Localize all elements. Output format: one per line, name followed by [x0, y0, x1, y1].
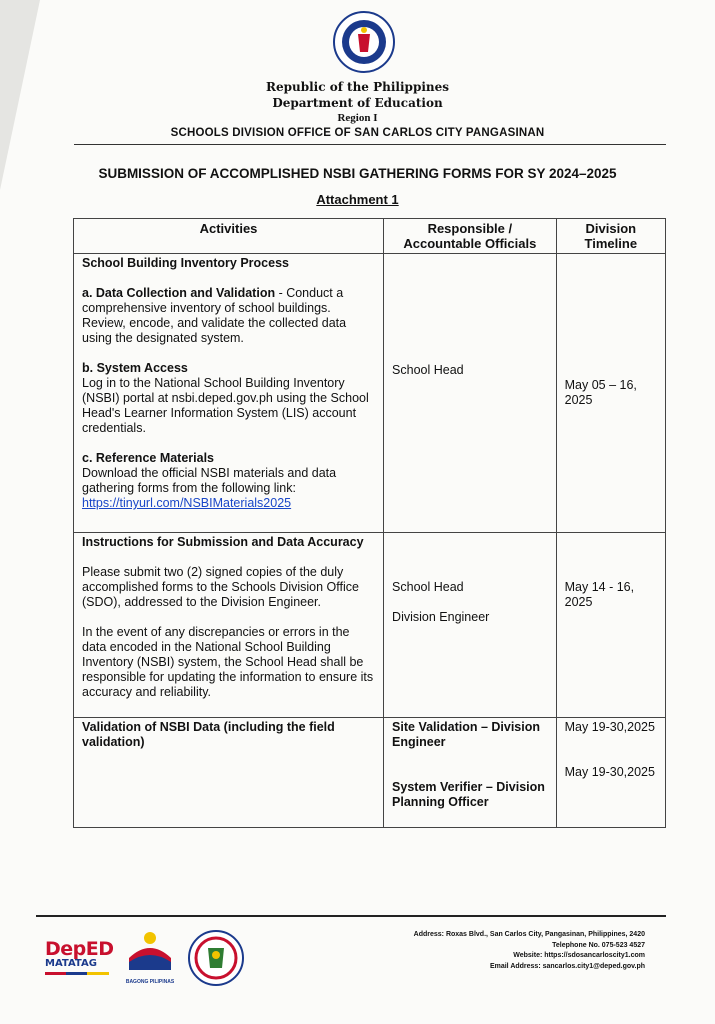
sdo-seal-icon	[188, 928, 244, 988]
bagong-pilipinas-logo: BAGONG PILIPINAS	[123, 928, 177, 985]
department-heading: Department of Education	[272, 96, 443, 110]
activities-table	[73, 218, 666, 828]
step-b-text: Log in to the National School Building Inventory (NSBI) portal at nsbi.deped.gov.ph using the School Head's Learner Information System (LIS) account credentials.	[82, 376, 369, 435]
email-link[interactable]: Email Address: sancarlos.city1@deped.gov.ph	[489, 962, 645, 970]
header-divider	[74, 144, 666, 145]
header-timeline: Division Timeline	[556, 219, 665, 254]
document-title: SUBMISSION OF ACCOMPLISHED NSBI GATHERING FORMS FOR SY 2024–2025	[98, 166, 617, 181]
activity-cell	[74, 254, 384, 533]
responsible-cell	[384, 254, 557, 533]
telephone-text: Telephone No. 075-523 4527	[552, 941, 645, 949]
region-heading: Region I	[337, 112, 378, 124]
row-heading: Validation of NSBI Data (including the field validation)	[82, 720, 335, 749]
instruction-paragraph: In the event of any discrepancies or errors in the data encoded in the National School Building Inventory (NSBI) system, the School Head shall be responsible for updating the information to ensure its accuracy and reliability.	[82, 625, 374, 699]
header-activities: Activities	[74, 219, 384, 254]
responsible-text: System Verifier – Division Planning Officer	[392, 780, 545, 809]
contact-block	[414, 930, 645, 972]
step-c-title: c. Reference Materials	[82, 451, 215, 465]
timeline-text: May 19-30,2025	[564, 720, 655, 734]
materials-link[interactable]: https://tinyurl.com/NSBIMaterials2025	[82, 496, 292, 510]
deped-matatag-logo: DepED MATATAG	[45, 938, 113, 975]
row-heading: School Building Inventory Process	[82, 256, 289, 270]
table-row	[74, 533, 666, 718]
step-a: a. Data Collection and Validation - Conduct a comprehensive inventory of school buildings. Review, encode, and validate the collected data using the designated system.	[82, 286, 347, 345]
table-header-row	[74, 219, 666, 254]
step-b-title: b. System Access	[82, 361, 188, 375]
deped-seal-icon	[332, 10, 396, 74]
office-heading: SCHOOLS DIVISION OFFICE OF SAN CARLOS CITY PANGASINAN	[170, 127, 545, 139]
step-c-text: Download the official NSBI materials and data gathering forms from the following link:	[82, 466, 337, 495]
timeline-cell	[556, 533, 665, 718]
responsible-text: Site Validation – Division Engineer	[392, 720, 541, 749]
timeline-text: May 14 - 16, 2025	[564, 580, 635, 609]
table-row	[74, 718, 666, 828]
activity-cell	[74, 718, 384, 828]
website-link[interactable]: Website: https://sdosancarloscity1.com	[513, 952, 645, 959]
header-responsible: Responsible / Accountable Officials	[384, 219, 557, 254]
bagong-pilipinas-icon	[125, 928, 175, 972]
responsible-cell	[384, 533, 557, 718]
table-row	[74, 254, 666, 533]
responsible-text: School Head	[392, 580, 464, 594]
responsible-text: Division Engineer	[392, 610, 490, 624]
timeline-cell	[556, 254, 665, 533]
instruction-paragraph: Please submit two (2) signed copies of the duly accomplished forms to the Schools Division Office (SDO), addressed to the Division Engineer.	[82, 565, 359, 609]
row-heading: Instructions for Submission and Data Accuracy	[82, 535, 364, 549]
page-fold-shadow	[0, 0, 40, 190]
republic-heading: Republic of the Philippines	[265, 80, 450, 94]
address-text: Address: Roxas Blvd., San Carlos City, Pangasinan, Philippines, 2420	[413, 931, 645, 938]
responsible-text: School Head	[392, 363, 464, 377]
timeline-text: May 05 – 16, 2025	[564, 378, 637, 407]
timeline-text: May 19-30,2025	[564, 765, 655, 779]
footer-divider	[36, 915, 666, 917]
attachment-label: Attachment 1	[316, 192, 399, 207]
activity-cell	[74, 533, 384, 718]
timeline-cell	[556, 718, 665, 828]
responsible-cell	[384, 718, 557, 828]
